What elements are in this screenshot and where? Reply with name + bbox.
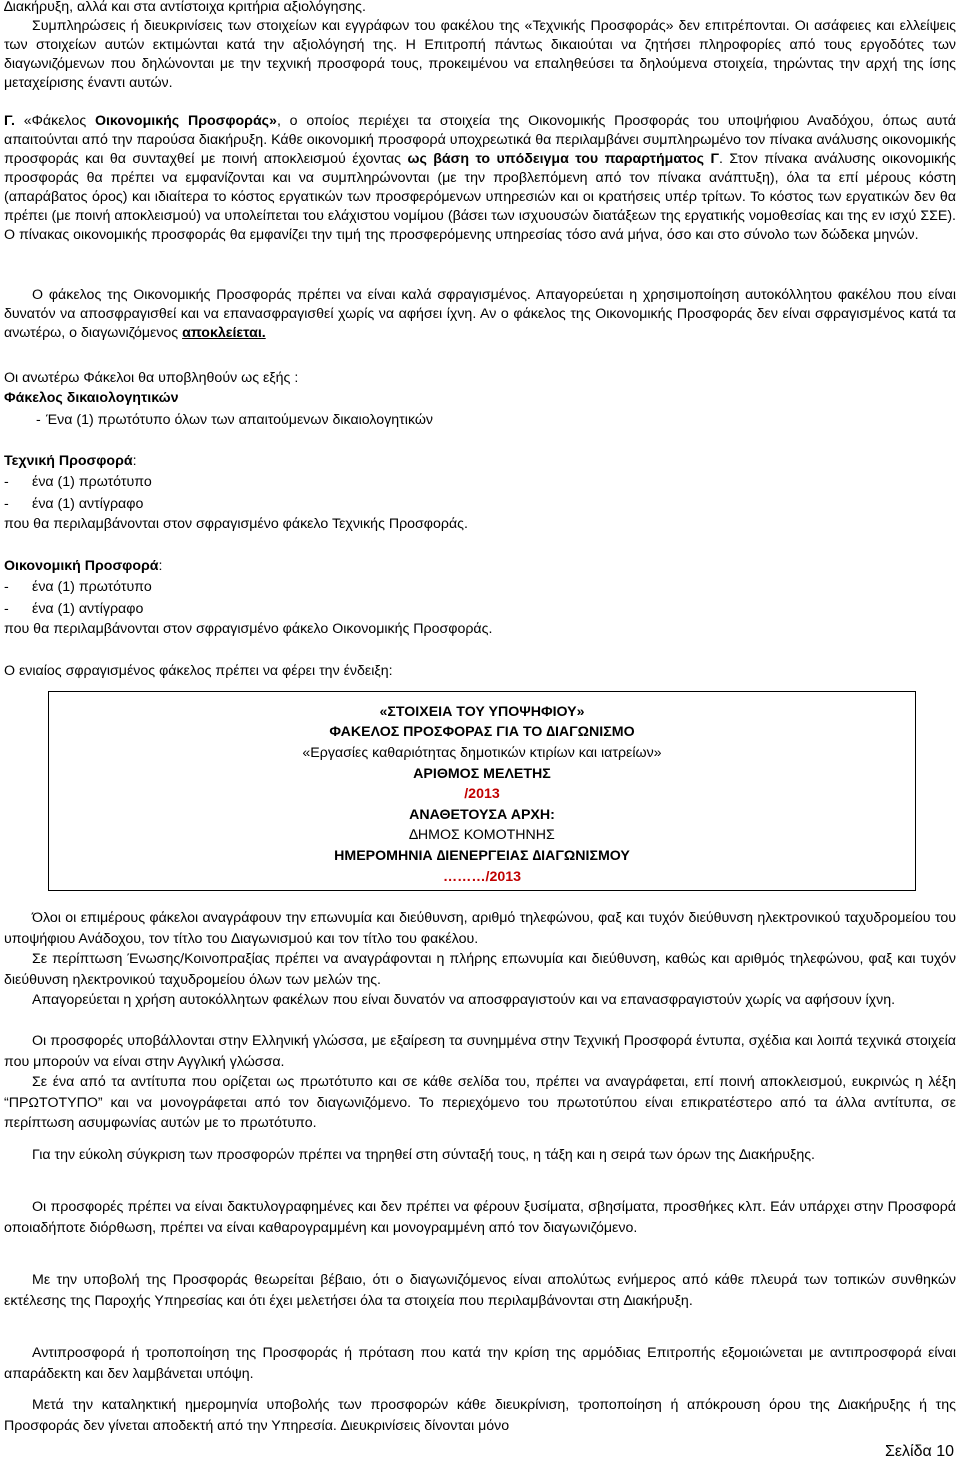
paragraph: Αντιπροσφορά ή τροποποίηση της Προσφοράς ή πρόταση που κατά την κρίση της αρμόδιας Επιτροπής εξομοιώνεται με αντιπροσφορά είναι απαράδεκτη και δεν λαμβάνεται υπόψη. <box>4 1345 956 1382</box>
list-item: - ένα (1) πρωτότυπο <box>4 579 152 595</box>
paragraph: Μετά την καταληκτική ημερομηνία υποβολής των προσφορών κάθε διευκρίνιση, τροποποίηση ή απόκρουση όρου της ∆ιακήρυξης ή της Προσφοράς δεν γίνεται αποδεκτή από την Υπηρεσία. ∆ιευκρινίσεις δίνονται μόνο <box>4 1397 956 1434</box>
list-item: - ένα (1) αντίγραφο <box>4 496 144 512</box>
page-number: Σελίδα 10 <box>885 1443 954 1460</box>
box-line: ΦΑΚΕΛΟΣ ΠΡΟΣΦΟΡΑΣ ΓΙΑ ΤΟ ∆ΙΑΓΩΝΙΣΜΟ <box>329 724 635 740</box>
box-line: «ΣΤΟΙΧΕΙΑ ΤΟΥ ΥΠΟΨΗΦΙΟΥ» <box>379 704 585 720</box>
box-line: ΗΜΕΡΟΜΗΝΙΑ ∆ΙΕΝΕΡΓΕΙΑΣ ∆ΙΑΓΩΝΙΣΜΟΥ <box>334 848 630 864</box>
box-line: «Εργασίες καθαριότητας δημοτικών κτιρίων και ιατρείων» <box>302 745 662 761</box>
box-line: /2013 <box>464 786 500 802</box>
box-line: ∆ΗΜΟΣ ΚΟΜΟΤΗΝΗΣ <box>409 827 555 843</box>
box-line: ΑΝΑΘΕΤΟΥΣΑ ΑΡΧΗ: <box>409 807 555 823</box>
paragraph: Οι προσφορές πρέπει να είναι δακτυλογραφημένες και δεν πρέπει να φέρουν ξυσίματα, σβησίματα, προσθήκες κλπ. Εάν υπάρχει στην Προσφορά οποιαδήποτε διόρθωση, πρέπει να είναι καθαρογραμμένη και μονογραμμένη από τον διαγωνιζόμενο. <box>4 1199 956 1236</box>
text-line: ∆ιακήρυξη, αλλά και στα αντίστοιχα κριτήρια αξιολόγησης. <box>4 0 366 15</box>
paragraph-seal: Ο φάκελος της Οικονομικής Προσφοράς πρέπει να είναι καλά σφραγισμένος. Απαγορεύεται η χρησιμοποίηση αυτοκόλλητου φακέλου που είναι δυνατόν να αποσφραγισθεί και να επανασφραγισθεί χωρίς να αφήσει ίχνη. Αν ο φάκελος της Οικονομικής Προσφοράς δεν είναι σφραγισμένος κατά τα ανωτέρω, ο διαγωνιζόμενος αποκλείεται. <box>4 287 956 341</box>
docs-folder-title: Φάκελος δικαιολογητικών <box>4 390 179 406</box>
tech-offer-title: Τεχνική Προσφορά: <box>4 453 137 469</box>
list-item: - Ένα (1) πρωτότυπο όλων των απαιτούμενων δικαιολογητικών <box>36 412 434 428</box>
paragraph: Με την υποβολή της Προσφοράς θεωρείται βέβαιο, ότι ο διαγωνιζόμενος είναι απολύτως ενήμερος από κάθε πλευρά των τοπικών συνθηκών εκτέλεσης της Παροχής Υπηρεσίας και ότι έχει μελετήσει όλα τα στοιχεία που περιλαμβάνονται στη ∆ιακήρυξη. <box>4 1272 956 1309</box>
text-line: που θα περιλαμβάνονται στον σφραγισμένο φάκελο Τεχνικής Προσφοράς. <box>4 516 468 532</box>
submission-intro: Οι ανωτέρω Φάκελοι θα υποβληθούν ως εξής : <box>4 370 299 386</box>
list-item: - ένα (1) πρωτότυπο <box>4 474 152 490</box>
box-line: ………/2013 <box>442 869 522 885</box>
paragraph: Για την εύκολη σύγκριση των προσφορών πρέπει να τηρηθεί στη σύνταξή τους, η τάξη και η σειρά των όρων της ∆ιακήρυξης. <box>32 1147 815 1163</box>
text-line: που θα περιλαμβάνονται στον σφραγισμένο φάκελο Οικονομικής Προσφοράς. <box>4 621 493 637</box>
label-intro: Ο ενιαίος σφραγισμένος φάκελος πρέπει να φέρει την ένδειξη: <box>4 663 393 679</box>
section-marker-g: Γ. <box>4 113 15 129</box>
paragraph: Απαγορεύεται η χρήση αυτοκόλλητων φακέλων που είναι δυνατόν να αποσφραγιστούν και να επανασφραγιστούν χωρίς να αφήσουν ίχνη. <box>32 992 896 1008</box>
list-item: - ένα (1) αντίγραφο <box>4 601 144 617</box>
box-line: ΑΡΙΘΜΟΣ ΜΕΛΕΤΗΣ <box>413 766 551 782</box>
fin-offer-title: Οικονομική Προσφορά: <box>4 558 163 574</box>
paragraph: Οι προσφορές υποβάλλονται στην Ελληνική γλώσσα, με εξαίρεση τα συνημμένα στην Τεχνική Προσφορά έντυπα, σχέδια και λοιπά τεχνικά στοιχεία που μπορούν να είναι στην Αγγλική γλώσσα. <box>4 1033 956 1070</box>
paragraph: Σε περίπτωση Ένωσης/Κοινοπραξίας πρέπει να αναγράφονται η πλήρης επωνυμία και διεύθυνση, καθώς και αριθμός τηλεφώνου, φαξ και τυχόν διεύθυνση ηλεκτρονικού ταχυδρομείου όλων των μελών της. <box>4 951 956 988</box>
paragraph-financial-offer: Γ. «Φάκελος Οικονομικής Προσφοράς», ο οποίος περιέχει τα στοιχεία της Οικονομικής Προσφοράς του υποψήφιου Αναδόχου, όπως αυτά απαιτούνται από την παρούσα διακήρυξη. Κάθε οικονομική προσφορά υποχρεωτικά θα περιλαμβάνει συμπληρωμένο τον πίνακα ανάλυσης οικονομικής προσφοράς και θα συνταχθεί με ποινή αποκλεισμού έχοντας ως βάση το υπόδειγμα του παραρτήματος Γ. Στον πίνακα ανάλυσης οικονομικής προσφοράς θα πρέπει να εμφανίζονται και να συμπληρώνονται (με την προβλεπόμενη από τον πίνακα ανάπτυξη), όλα τα επί μέρους κόστη (απαράβατος όρος) και ιδιαίτερα το κόστος εργατικών των προσφερόμενων υπηρεσιών και οι κρατήσεις υπέρ τρίτων. Το κόστος των εργατικών δεν θα πρέπει (με ποινή αποκλεισμού) να υπολείπεται του ελάχιστου νομίμου (βάσει των ισχυουσών διατάξεων της εργατικής νομοθεσίας και της εν ισχύ ΣΣΕ). Ο πίνακας οικονομικής προσφοράς θα εμφανίζει την τιμή της προσφερόμενης υπηρεσίας τόσο ανά μήνα, όσο και στο σύνολο των δώδεκα μηνών. <box>4 113 956 243</box>
paragraph: Όλοι οι επιμέρους φάκελοι αναγράφουν την επωνυμία και διεύθυνση, αριθμό τηλεφώνου, φαξ και τυχόν διεύθυνση ηλεκτρονικού ταχυδρομείου του υποψήφιου Ανάδοχου, τον τίτλο του ∆ιαγωνισμού και τον τίτλο του φακέλου. <box>4 910 956 947</box>
envelope-label-box <box>48 691 916 891</box>
paragraph: Σε ένα από τα αντίτυπα που ορίζεται ως πρωτότυπο και σε κάθε σελίδα του, πρέπει να αναγράφεται, επί ποινή αποκλεισμού, ευκρινώς η λέξη “ΠΡΩΤΟΤΥΠΟ” και να μονογράφεται από τον διαγωνιζόμενο. Το περιεχόμενο του πρωτοτύπου είναι επικρατέστερο από τα άλλα αντίτυπα, σε περίπτωση ασυμφωνίας αυτών με το πρωτότυπο. <box>4 1074 956 1132</box>
paragraph-technical-offer: Συμπληρώσεις ή διευκρινίσεις των στοιχείων και εγγράφων του φακέλου της «Τεχνικής Προσφοράς» δεν επιτρέπονται. Οι ασάφειες και ελλείψεις των στοιχείων αυτών εκτιμώνται κατά την αξιολόγησή της. Η Επιτροπή πάντως δικαιούται να ζητήσει πληροφορίες από τους εργοδότες των διαγωνιζόμενων που δηλώνονται με την τεχνική προσφορά τους, προκειμένου να επαληθεύσει τα δηλούμενα στοιχεία, τηρώντας την αρχή της ίσης μεταχείρισης έναντι αυτών. <box>4 18 956 91</box>
